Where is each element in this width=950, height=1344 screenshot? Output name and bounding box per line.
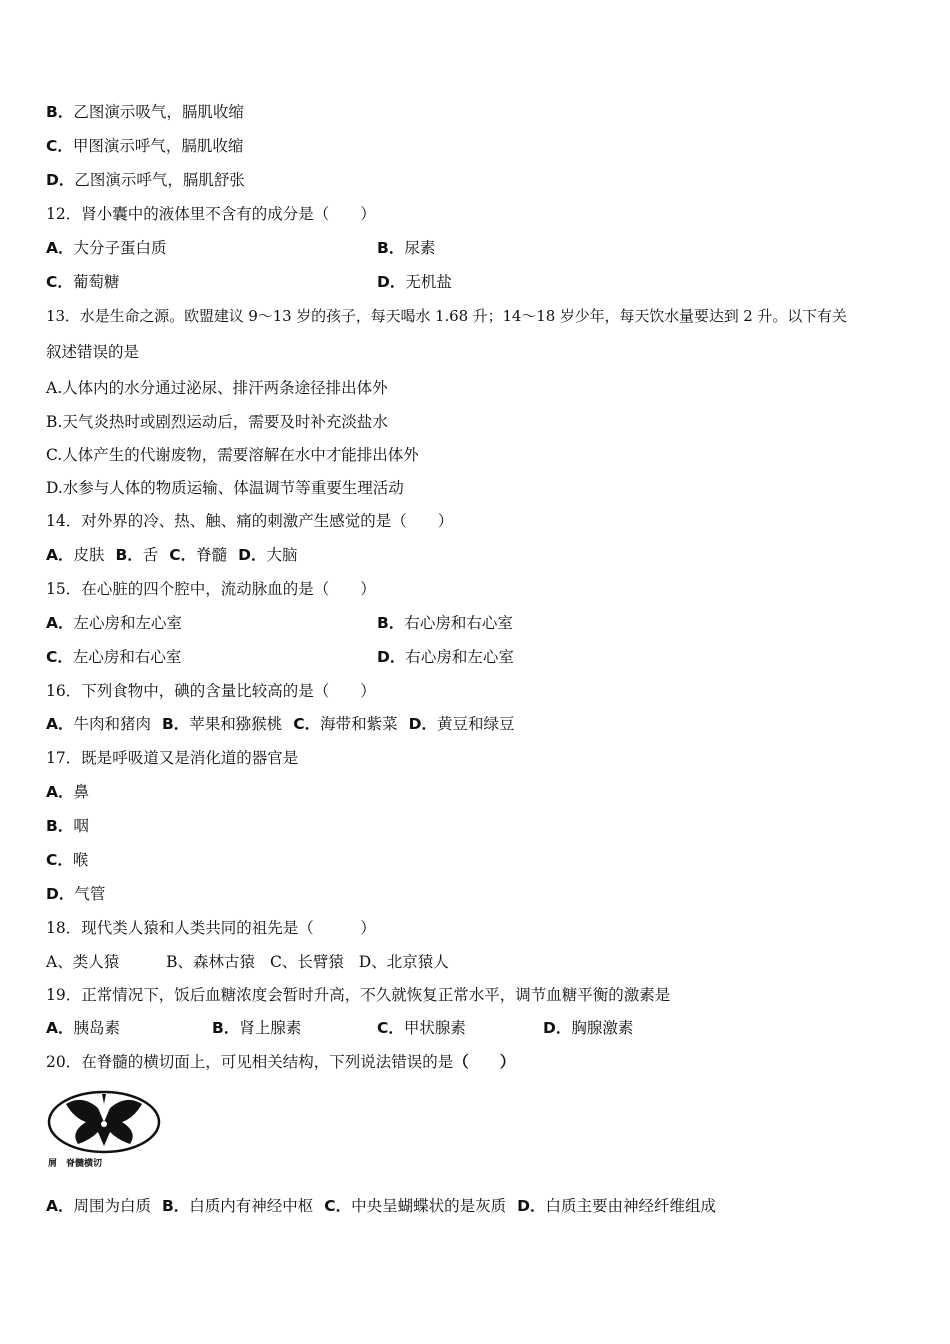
q13-stem-line2: 叙述错误的是: [46, 343, 140, 361]
figure-caption: 屑 脊髓横切: [48, 1159, 103, 1169]
q17-option-b: B．咽: [46, 817, 89, 835]
q13-option-c: C.人体产生的代谢废物，需要溶解在水中才能排出体外: [46, 446, 419, 464]
q20-options: A．周围为白质 B．白质内有神经中枢 C．中央呈蝴蝶状的是灰质 D．白质主要由神经纤维组成: [46, 1197, 716, 1215]
q14-stem: 14．对外界的冷、热、触、痛的刺激产生感觉的是（ ）: [46, 512, 454, 530]
q15-stem: 15．在心脏的四个腔中，流动脉血的是（ ）: [46, 580, 376, 598]
q12-option-c: C．葡萄糖: [46, 273, 120, 291]
q20-stem: 20．在脊髓的横切面上，可见相关结构，下列说法错误的是（ ）: [46, 1053, 516, 1071]
q15-option-b: B．右心房和右心室: [377, 614, 513, 632]
q14-options: A．皮肤 B．舌 C．脊髓 D．大脑: [46, 546, 298, 564]
q17-option-a: A．鼻: [46, 783, 90, 801]
q12-option-a: A．大分子蛋白质: [46, 239, 167, 257]
q17-option-d: D．气管: [46, 885, 106, 903]
q17-stem: 17．既是呼吸道又是消化道的器官是: [46, 749, 299, 767]
q16-stem: 16．下列食物中，碘的含量比较高的是（ ）: [46, 682, 376, 700]
q12-stem: 12．肾小囊中的液体里不含有的成分是（ ）: [46, 205, 376, 223]
q19-option-b: B．肾上腺素: [212, 1019, 302, 1037]
q12-option-d: D．无机盐: [377, 273, 452, 291]
spinal-cord-cross-section-figure: [46, 1088, 164, 1172]
q15-option-c: C．左心房和右心室: [46, 648, 182, 666]
q13-stem-line1: 13．水是生命之源。欧盟建议 9～13 岁的孩子，每天喝水 1.68 升；14～18 岁少年，每天饮水量要达到 2 升。以下有关: [46, 307, 847, 325]
q19-stem: 19．正常情况下，饭后血糖浓度会暂时升高，不久就恢复正常水平，调节血糖平衡的激素是: [46, 986, 671, 1004]
q13-option-b: B.天气炎热时或剧烈运动后，需要及时补充淡盐水: [46, 413, 388, 431]
q15-option-d: D．右心房和左心室: [377, 648, 514, 666]
q18-options: A、类人猿 B、森林古猿 C、长臂猿 D、北京猿人: [46, 953, 449, 971]
q12-option-b: B．尿素: [377, 239, 436, 257]
q18-stem: 18．现代类人猿和人类共同的祖先是（ ）: [46, 919, 376, 937]
q19-option-d: D．胸腺激素: [543, 1019, 634, 1037]
q19-option-a: A．胰岛素: [46, 1019, 121, 1037]
q13-option-d: D.水参与人体的物质运输、体温调节等重要生理活动: [46, 479, 404, 497]
q15-option-a: A．左心房和左心室: [46, 614, 183, 632]
q11-option-c: C．甲图演示呼气，膈肌收缩: [46, 137, 244, 155]
q13-option-a: A.人体内的水分通过泌尿、排汗两条途径排出体外: [46, 379, 388, 397]
q11-option-d: D．乙图演示呼气，膈肌舒张: [46, 171, 245, 189]
q11-option-b: B．乙图演示吸气，膈肌收缩: [46, 103, 244, 121]
q17-option-c: C．喉: [46, 851, 89, 869]
q16-options: A．牛肉和猪肉 B．苹果和猕猴桃 C．海带和紫菜 D．黄豆和绿豆: [46, 715, 515, 733]
q19-option-c: C．甲状腺素: [377, 1019, 466, 1037]
